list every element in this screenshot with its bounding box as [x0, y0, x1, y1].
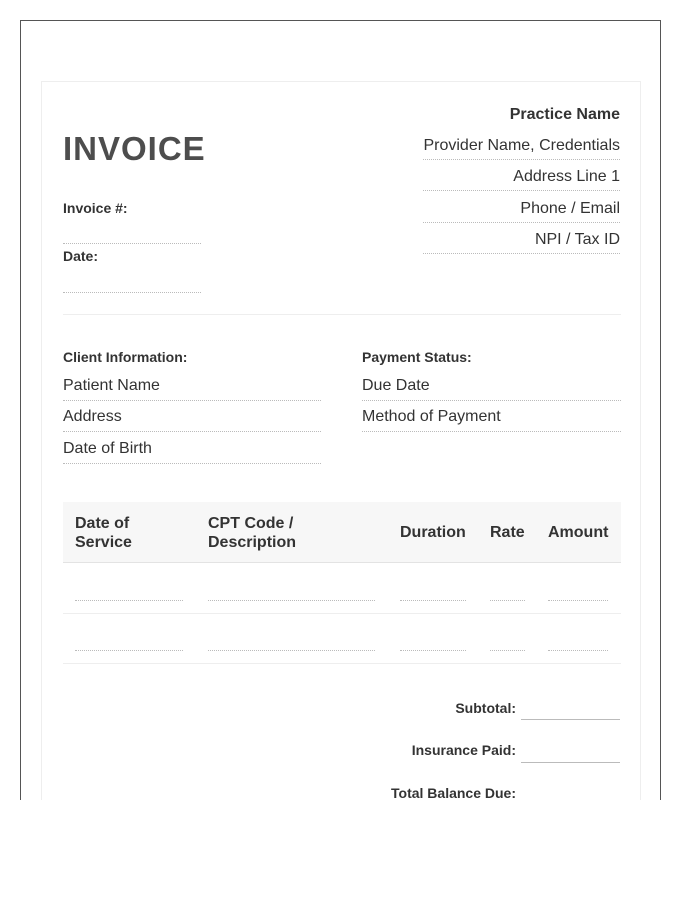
header-cpt-line2: Description [208, 534, 297, 551]
subtotal-field[interactable] [521, 719, 620, 720]
method-of-payment-field[interactable]: Method of Payment [362, 408, 621, 432]
insurance-paid-label: Insurance Paid: [411, 742, 516, 758]
provider-name-field[interactable]: Provider Name, Credentials [423, 137, 620, 160]
header-date-line1: Date of [75, 515, 130, 532]
client-information-label: Client Information: [63, 349, 188, 365]
row-date-field[interactable] [75, 600, 183, 601]
due-date-field[interactable]: Due Date [362, 377, 621, 401]
payment-status-label: Payment Status: [362, 349, 472, 365]
row-duration-field[interactable] [400, 650, 466, 651]
npi-tax-id-field[interactable]: NPI / Tax ID [423, 231, 620, 254]
row-amount-field[interactable] [548, 600, 608, 601]
page-frame [20, 20, 661, 800]
row-date-field[interactable] [75, 650, 183, 651]
date-of-birth-field[interactable]: Date of Birth [63, 440, 321, 464]
row-cpt-field[interactable] [208, 600, 375, 601]
header-date-of-service [75, 514, 132, 552]
invoice-sheet [41, 81, 641, 800]
phone-email-field[interactable]: Phone / Email [423, 200, 620, 223]
header-date-line2: Service [75, 534, 132, 551]
address-line-field[interactable]: Address Line 1 [423, 168, 620, 191]
row-rate-field[interactable] [490, 650, 525, 651]
date-field[interactable] [63, 292, 201, 293]
section-divider [63, 314, 621, 315]
table-row [63, 613, 621, 664]
invoice-title: INVOICE [63, 130, 206, 167]
subtotal-label: Subtotal: [455, 700, 516, 716]
address-field[interactable]: Address [63, 408, 321, 432]
total-balance-due-label: Total Balance Due: [391, 785, 516, 800]
row-rate-field[interactable] [490, 600, 525, 601]
row-duration-field[interactable] [400, 600, 466, 601]
services-table-header [63, 502, 621, 563]
row-cpt-field[interactable] [208, 650, 375, 651]
header-cpt-code [208, 514, 296, 552]
date-label: Date: [63, 248, 99, 264]
header-cpt-line1: CPT Code / [208, 515, 294, 532]
header-amount: Amount [548, 524, 609, 541]
patient-name-field[interactable]: Patient Name [63, 377, 321, 401]
row-amount-field[interactable] [548, 650, 608, 651]
header-duration: Duration [400, 524, 466, 541]
invoice-number-label: Invoice #: [63, 200, 128, 216]
header-rate: Rate [490, 524, 525, 541]
insurance-paid-field[interactable] [521, 762, 620, 763]
table-row [63, 563, 621, 614]
practice-name: Practice Name [509, 106, 620, 123]
invoice-number-field[interactable] [63, 243, 201, 244]
